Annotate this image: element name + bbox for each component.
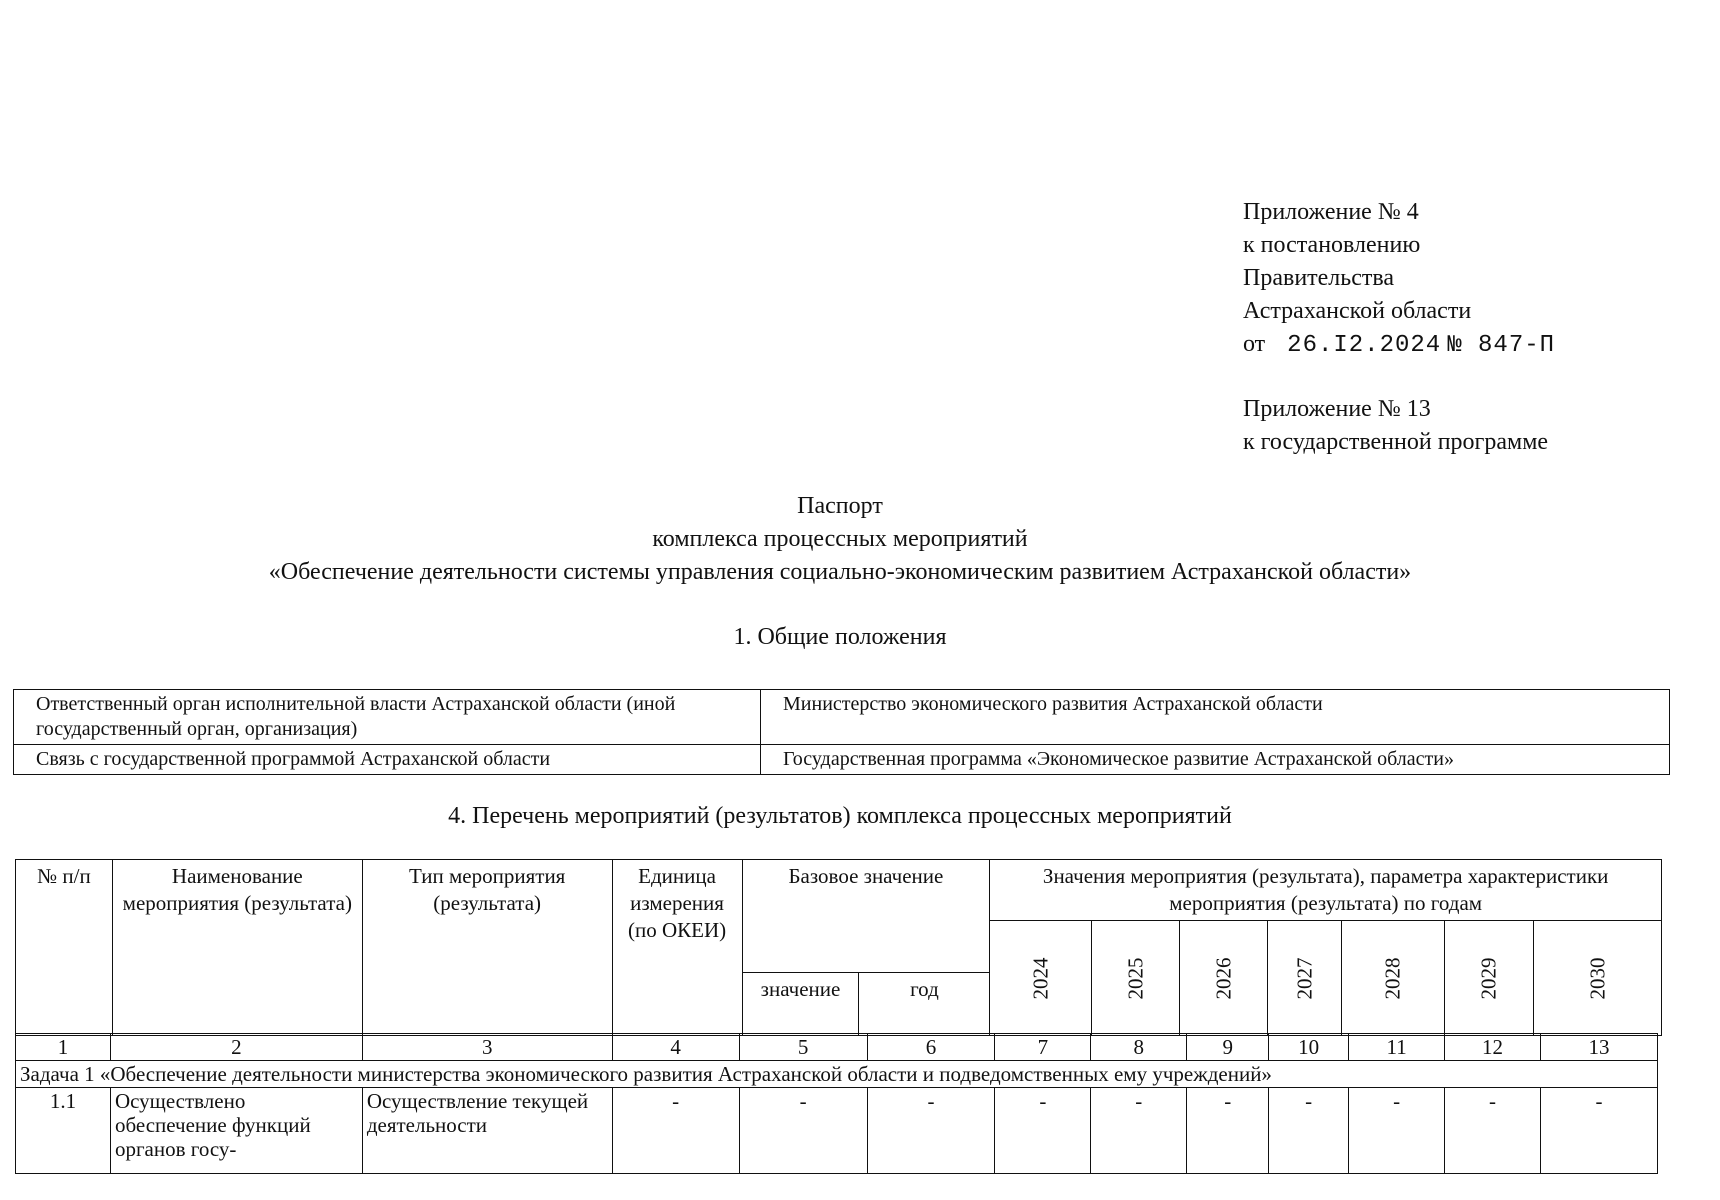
year-header: 2025 bbox=[1092, 921, 1180, 1036]
table-row bbox=[14, 745, 1670, 775]
base-year-cell: - bbox=[867, 1088, 995, 1174]
table-row bbox=[14, 690, 1670, 745]
title-line: Паспорт bbox=[797, 493, 883, 519]
table-cell: Ответственный орган исполнительной власти Астраханской области (иной государственный орган, организация) bbox=[14, 690, 761, 745]
column-number: 4 bbox=[612, 1034, 739, 1061]
table-row bbox=[16, 1088, 1658, 1174]
section-heading: 4. Перечень мероприятий (результатов) комплекса процессных мероприятий bbox=[448, 803, 1232, 829]
header-base-year: год bbox=[859, 973, 990, 1036]
annex-line: Правительства bbox=[1243, 265, 1395, 291]
year-header: 2030 bbox=[1534, 921, 1662, 1036]
resolution-date: 26.I2.2024 bbox=[1287, 332, 1442, 359]
annex-line: Приложение № 13 bbox=[1243, 396, 1431, 422]
annex-line: Астраханской области bbox=[1243, 298, 1472, 324]
base-value-cell: - bbox=[739, 1088, 867, 1174]
table-cell: Связь с государственной программой Астраханской области bbox=[14, 745, 761, 775]
column-number: 1 bbox=[16, 1034, 111, 1061]
header-unit: Единица измерения (по ОКЕИ) bbox=[612, 860, 742, 1036]
annex-line: к постановлению bbox=[1243, 232, 1421, 258]
annex-line: к государственной программе bbox=[1243, 429, 1549, 455]
row-number: 1.1 bbox=[16, 1088, 111, 1174]
annex-date-line bbox=[1243, 328, 1555, 362]
column-number: 2 bbox=[110, 1034, 362, 1061]
task-title: Задача 1 «Обеспечение деятельности министерства экономического развития Астраханской области и подведомственных ему учреждений» bbox=[16, 1061, 1658, 1088]
header-type: Тип мероприятия (результата) bbox=[362, 860, 612, 1036]
column-number: 7 bbox=[995, 1034, 1091, 1061]
header-num: № п/п bbox=[16, 860, 113, 1036]
column-number: 13 bbox=[1541, 1034, 1658, 1061]
header-values: Значения мероприятия (результата), параметра характеристики мероприятия (результата) по годам bbox=[990, 860, 1662, 921]
year-header: 2028 bbox=[1342, 921, 1445, 1036]
column-number: 9 bbox=[1187, 1034, 1269, 1061]
title-line: «Обеспечение деятельности системы управления социально-экономическим развитием Астраханской области» bbox=[268, 559, 1412, 585]
annex-line: Приложение № 4 bbox=[1243, 199, 1419, 225]
column-number: 6 bbox=[867, 1034, 995, 1061]
measure-name: Осуществлено обеспечение функций органов госу- bbox=[110, 1088, 362, 1174]
measures-body-table bbox=[15, 1033, 1658, 1174]
column-number: 12 bbox=[1445, 1034, 1541, 1061]
table-cell: Министерство экономического развития Астраханской области bbox=[761, 690, 1670, 745]
header-base: Базовое значение bbox=[742, 860, 990, 973]
section-heading: 1. Общие положения bbox=[733, 624, 947, 650]
table-header-row bbox=[16, 860, 1662, 921]
year-header: 2029 bbox=[1445, 921, 1534, 1036]
resolution-number: № 847-П bbox=[1447, 332, 1556, 359]
measures-header-table bbox=[15, 859, 1662, 1036]
general-provisions-table bbox=[13, 689, 1670, 775]
column-number: 3 bbox=[362, 1034, 612, 1061]
annex-block-primary bbox=[1243, 196, 1555, 362]
year-value-cell: - bbox=[1541, 1088, 1658, 1174]
column-number: 11 bbox=[1349, 1034, 1445, 1061]
year-value-cell: - bbox=[995, 1088, 1091, 1174]
unit-cell: - bbox=[612, 1088, 739, 1174]
annex-block-secondary bbox=[1243, 393, 1548, 459]
column-number: 5 bbox=[739, 1034, 867, 1061]
year-value-cell: - bbox=[1091, 1088, 1187, 1174]
table-cell: Государственная программа «Экономическое развитие Астраханской области» bbox=[761, 745, 1670, 775]
document-title bbox=[0, 490, 1680, 589]
measure-type: Осуществление текущей деятельности bbox=[362, 1088, 612, 1174]
year-value-cell: - bbox=[1187, 1088, 1269, 1174]
column-number: 10 bbox=[1269, 1034, 1349, 1061]
date-prefix: от bbox=[1243, 331, 1266, 357]
header-base-value: значение bbox=[742, 973, 859, 1036]
column-number: 8 bbox=[1091, 1034, 1187, 1061]
title-line: комплекса процессных мероприятий bbox=[652, 526, 1028, 552]
task-row bbox=[16, 1061, 1658, 1088]
year-header: 2024 bbox=[990, 921, 1092, 1036]
year-value-cell: - bbox=[1269, 1088, 1349, 1174]
year-value-cell: - bbox=[1349, 1088, 1445, 1174]
year-header: 2027 bbox=[1268, 921, 1342, 1036]
header-name: Наименование мероприятия (результата) bbox=[112, 860, 362, 1036]
year-header: 2026 bbox=[1180, 921, 1268, 1036]
year-value-cell: - bbox=[1445, 1088, 1541, 1174]
column-number-row bbox=[16, 1034, 1658, 1061]
